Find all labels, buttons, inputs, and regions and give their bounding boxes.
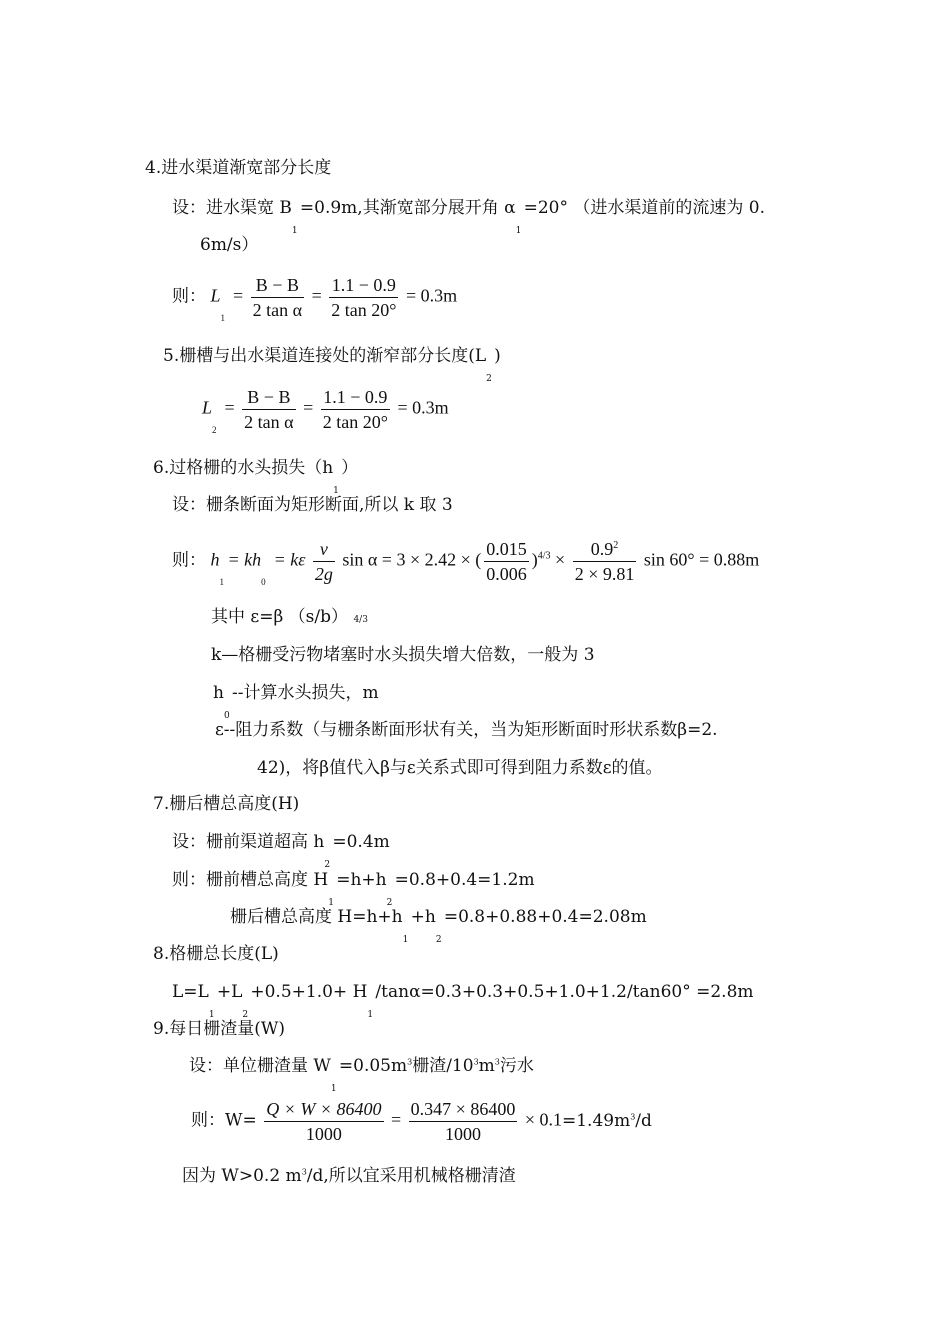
section-4-heading: 4.进水渠道渐宽部分长度 [145,158,332,178]
section-6-where: 其中 ε=β （s/b） 4/3 [211,607,368,627]
section-6-heading: 6.过格栅的水头损失（h 1 ） [153,458,359,496]
section-6-formula: 则： h 1 = kh 0 = kε $\frac{v}{2g}$ sin α = 3 × 2.42 × ( $\frac{0.015}{0.006}$ )$^{4/3}$ × $\frac{0.9^2}{2 \times 9.81}$ sin 60° = 0.88m [172,539,760,587]
section-6-eps-definition-cont: 42)，将β值代入β与ε关系式即可得到阻力系数ε的值。 [257,758,663,778]
section-7-total-height: 栅后槽总高度 H=h+h 1 +h 2 =0.8+0.88+0.4=2.08m [230,907,647,945]
section-9-given: 设：单位栅渣量 W 1 $=0.05m^3$栅渣$/10^3m^3$污水 [189,1056,534,1094]
section-4-given-cont: 6m/s） [200,235,259,255]
section-6-eps-definition: ε--阻力系数（与栅条断面形状有关，当为矩形断面时形状系数β=2. [215,720,718,740]
section-4-given: 设：进水渠宽 B 1 =0.9m,其渐宽部分展开角 α 1 =20° （进水渠道前的流速为 0. [172,198,765,236]
section-8-formula: L=L 1 +L 2 +0.5+1.0+ H 1 /tanα=0.3+0.3+0.5+1.0+1.2/tan60° =2.8m [172,982,754,1020]
section-6-k-definition: k—格栅受污物堵塞时水头损失增大倍数，一般为 3 [211,645,595,665]
section-9-heading: 9.每日栅渣量(W) [153,1019,285,1039]
section-6-h0-definition: h 0 --计算水头损失，m [213,683,379,721]
section-6-given: 设：栅条断面为矩形断面,所以 k 取 3 [172,495,453,515]
section-5-formula: L 2 = $\frac{B - B}{\text{2 tan α}}$ = $\frac{1.1 - 0.9}{2 \tan 20^\circ}$ = 0.3m [202,387,449,435]
section-5-heading: 5.栅槽与出水渠道连接处的渐窄部分长度(L 2 ) [163,346,501,384]
section-7-heading: 7.栅后槽总高度(H) [153,794,300,814]
section-4-formula: 则： L 1 = $\frac{B - B}{\text{2 tan α}}$ = $\frac{1.1 - 0.9}{2 \tan 20^\circ}$ = 0.3m [172,275,458,323]
section-9-formula: 则：W= $\frac{Q \times W \times 86400}{1000}$ = $\frac{0.347 \times 86400}{1000}$ × $0.1=1.49m^3/d$ [191,1099,652,1144]
section-8-heading: 8.格栅总长度(L) [153,944,279,964]
section-7-given: 设：栅前渠道超高 h 2 =0.4m [172,832,390,870]
section-9-conclusion: 因为 W>0.2 $m^3/d$,所以宜采用机械格栅清渣 [182,1166,516,1186]
section-7-front-height: 则：栅前槽总高度 H 1 =h+h 2 =0.8+0.4=1.2m [172,870,535,908]
